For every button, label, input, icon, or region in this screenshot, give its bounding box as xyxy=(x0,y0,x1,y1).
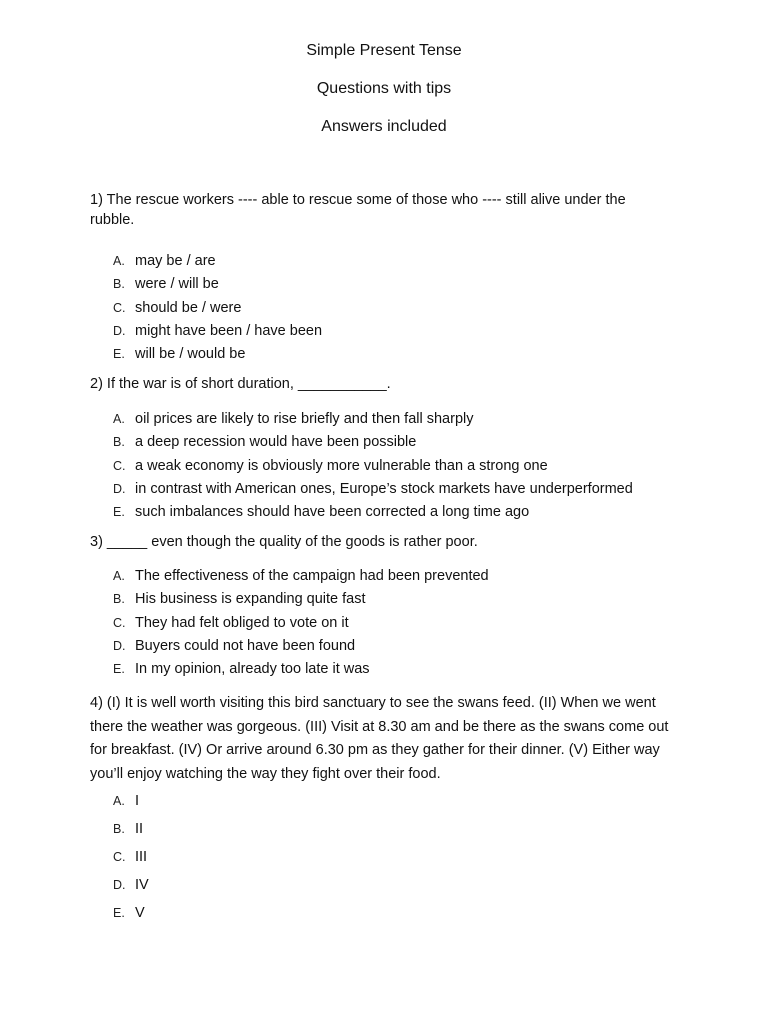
option-letter: B. xyxy=(113,435,125,450)
option-1c xyxy=(113,297,322,320)
document-subtitle: Questions with tips xyxy=(316,80,452,97)
option-4a xyxy=(113,787,149,815)
option-2a xyxy=(113,408,633,431)
option-text: such imbalances should have been corrected a long time ago xyxy=(135,504,530,521)
option-3e xyxy=(113,658,489,681)
option-letter: C. xyxy=(113,458,126,473)
option-text: may be / are xyxy=(135,253,216,269)
option-text: The effectiveness of the campaign had been prevented xyxy=(135,568,489,584)
question-1-options xyxy=(113,250,322,366)
option-2e xyxy=(113,501,633,524)
option-letter: C. xyxy=(113,850,126,864)
option-text: in contrast with American ones, Europe’s stock markets have underperformed xyxy=(135,480,633,497)
option-letter: E. xyxy=(113,906,125,920)
option-letter: D. xyxy=(113,878,126,892)
option-text: In my opinion, already too late it was xyxy=(135,661,370,678)
option-letter: A. xyxy=(113,794,125,808)
question-4-options xyxy=(113,787,149,927)
option-1d xyxy=(113,320,322,343)
option-text: should be / were xyxy=(135,299,242,316)
document-title: Simple Present Tense xyxy=(306,42,462,59)
option-letter: E. xyxy=(113,347,125,362)
option-text: will be / would be xyxy=(135,346,246,363)
title-block xyxy=(0,40,768,154)
document-note: Answers included xyxy=(321,118,447,135)
option-text: II xyxy=(135,821,144,837)
option-text: a deep recession would have been possible xyxy=(135,434,417,451)
option-3d xyxy=(113,635,489,658)
question-2-text: 2) If the war is of short duration, ___________. xyxy=(90,376,391,392)
option-text: a weak economy is obviously more vulnerable than a strong one xyxy=(135,457,548,474)
option-letter: B. xyxy=(113,822,125,836)
option-1a xyxy=(113,250,322,273)
option-3a xyxy=(113,565,489,588)
option-3b xyxy=(113,588,489,611)
option-1e xyxy=(113,343,322,366)
option-4d xyxy=(113,871,149,899)
option-text: They had felt obliged to vote on it xyxy=(135,614,349,631)
question-2-options xyxy=(113,408,633,524)
question-1-text: 1) The rescue workers ---- able to rescue some of those who ---- still alive under the rubble. xyxy=(90,192,626,228)
option-text: IV xyxy=(135,877,149,893)
option-text: III xyxy=(135,849,148,865)
option-text: were / will be xyxy=(135,276,219,293)
option-2b xyxy=(113,431,633,454)
option-letter: D. xyxy=(113,481,126,496)
question-4-text: 4) (I) It is well worth visiting this bird sanctuary to see the swans feed. (II) When we went there the weather was gorgeous. (III) Visit at 8.30 am and be there as the swans come out for breakfast. (IV) Or arrive around 6.30 pm as they gather for their dinner. (V) Either way you’ll enjoy watching the way they fight over their food. xyxy=(90,695,669,782)
option-letter: E. xyxy=(113,505,125,520)
option-letter: B. xyxy=(113,277,125,292)
option-text: V xyxy=(135,905,145,921)
option-letter: B. xyxy=(113,592,125,607)
question-3-text: 3) _____ even though the quality of the goods is rather poor. xyxy=(90,534,478,550)
option-2d xyxy=(113,478,633,501)
option-1b xyxy=(113,273,322,296)
option-letter: A. xyxy=(113,254,125,268)
option-letter: C. xyxy=(113,300,126,315)
option-letter: E. xyxy=(113,662,125,677)
option-4b xyxy=(113,815,149,843)
option-text: I xyxy=(135,793,140,809)
option-text: Buyers could not have been found xyxy=(135,637,356,654)
option-text: His business is expanding quite fast xyxy=(135,591,366,608)
option-letter: D. xyxy=(113,323,126,338)
option-2c xyxy=(113,455,633,478)
option-3c xyxy=(113,612,489,635)
option-text: might have been / have been xyxy=(135,322,323,339)
option-letter: C. xyxy=(113,615,126,630)
question-3-options xyxy=(113,565,489,681)
option-letter: A. xyxy=(113,569,125,583)
option-text: oil prices are likely to rise briefly and then fall sharply xyxy=(135,411,474,427)
option-4e xyxy=(113,899,149,927)
option-4c xyxy=(113,843,149,871)
option-letter: A. xyxy=(113,412,125,426)
option-letter: D. xyxy=(113,638,126,653)
